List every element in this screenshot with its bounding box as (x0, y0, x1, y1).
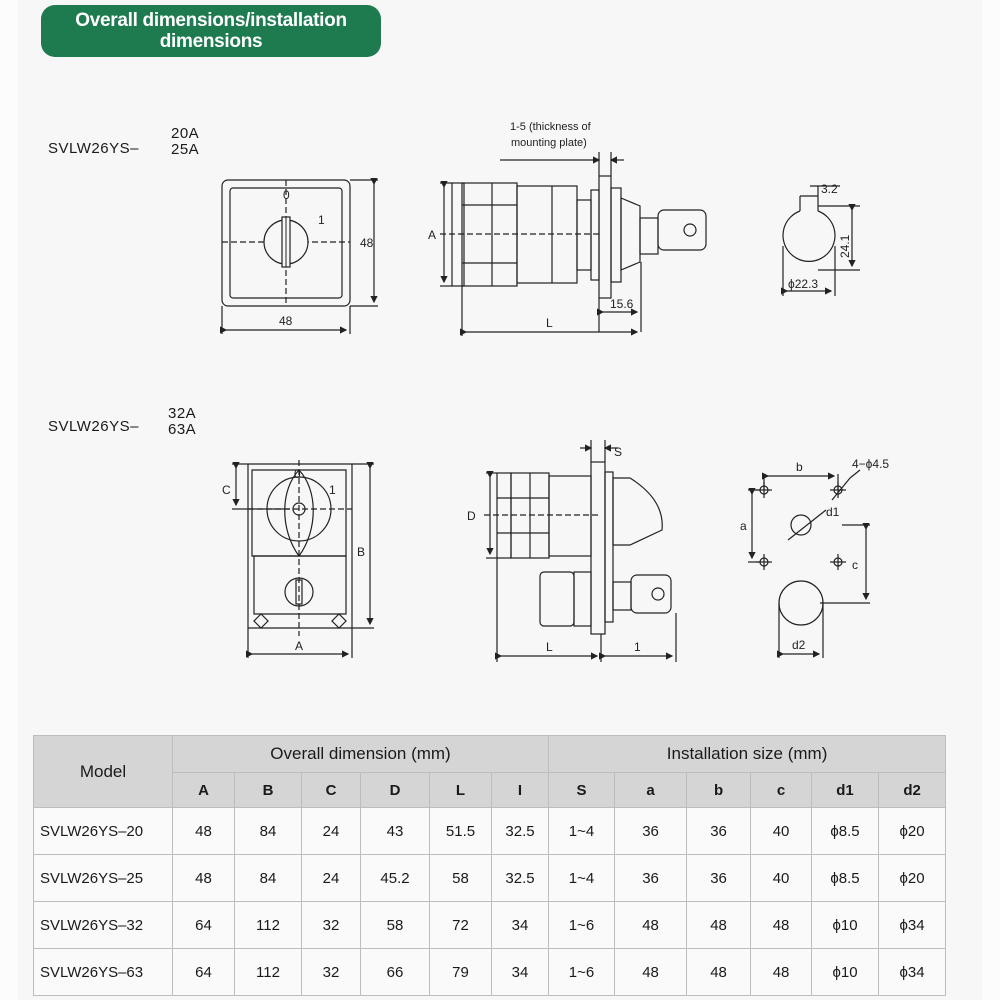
amp-bottom: 25A (171, 141, 200, 158)
large-cutout-d1: d1 (826, 505, 840, 519)
table-row (34, 855, 946, 902)
value-cell: 58 (361, 902, 430, 949)
model-cell: SVLW26YS–32 (34, 902, 173, 949)
large-cutout-a: a (740, 519, 747, 533)
value-cell: 1~4 (549, 855, 615, 902)
large-front-a: A (295, 639, 304, 653)
value-cell: ϕ34 (879, 902, 946, 949)
banner-line-2: dimensions (159, 31, 263, 52)
cutout-notch: 3.2 (821, 182, 838, 196)
model-cell: SVLW26YS–63 (34, 949, 173, 996)
value-cell: 58 (430, 855, 492, 902)
model-cell: SVLW26YS–20 (34, 808, 173, 855)
large-front-pos1: 1 (329, 483, 336, 497)
large-side-d: D (467, 509, 476, 523)
value-cell: 79 (430, 949, 492, 996)
value-cell: ϕ20 (879, 855, 946, 902)
value-cell: 64 (173, 902, 235, 949)
value-cell: 32 (302, 949, 361, 996)
value-cell: 48 (687, 902, 751, 949)
small-side-l: L (546, 316, 553, 330)
small-front-width: 48 (279, 314, 293, 328)
cutout-height: 24.1 (838, 234, 852, 258)
value-cell: 1~6 (549, 902, 615, 949)
large-cutout-d2: d2 (792, 638, 806, 652)
value-cell: 36 (615, 808, 687, 855)
value-cell: 32.5 (492, 855, 549, 902)
banner-line-1: Overall dimensions/installation (75, 10, 347, 31)
value-cell: ϕ10 (812, 949, 879, 996)
column-header: b (687, 773, 751, 808)
value-cell: 48 (751, 902, 812, 949)
column-header: L (430, 773, 492, 808)
value-cell: 112 (235, 902, 302, 949)
large-front-c: C (222, 483, 231, 497)
large-front-pos0: 0 (294, 467, 301, 481)
column-header: C (302, 773, 361, 808)
value-cell: ϕ8.5 (812, 808, 879, 855)
large-side-view (484, 440, 676, 662)
small-side-view (440, 152, 706, 336)
large-front-b: B (357, 545, 366, 559)
value-cell: 40 (751, 855, 812, 902)
small-front-pos0: 0 (283, 188, 290, 202)
value-cell: 24 (302, 855, 361, 902)
model-prefix: SVLW26YS– (48, 140, 139, 157)
column-header: S (549, 773, 615, 808)
value-cell: 36 (687, 808, 751, 855)
value-cell: 48 (173, 808, 235, 855)
column-header: d2 (879, 773, 946, 808)
large-cutout-c: c (852, 558, 858, 572)
large-side-s: S (614, 445, 623, 459)
column-header: D (361, 773, 430, 808)
value-cell: 48 (615, 949, 687, 996)
column-header: a (615, 773, 687, 808)
value-cell: 51.5 (430, 808, 492, 855)
value-cell: 34 (492, 949, 549, 996)
value-cell: ϕ34 (879, 949, 946, 996)
value-cell: 40 (751, 808, 812, 855)
value-cell: 84 (235, 808, 302, 855)
small-side-a: A (428, 228, 437, 242)
large-cutout-b: b (796, 460, 803, 474)
column-header: A (173, 773, 235, 808)
value-cell: 24 (302, 808, 361, 855)
large-cutout-holes: 4−ϕ4.5 (852, 457, 890, 471)
value-cell: 48 (173, 855, 235, 902)
small-front-height: 48 (360, 236, 374, 250)
group-install-header: Installation size (mm) (549, 736, 946, 773)
value-cell: 64 (173, 949, 235, 996)
value-cell: 32.5 (492, 808, 549, 855)
large-side-i: 1 (634, 640, 641, 654)
value-cell: 43 (361, 808, 430, 855)
column-header: B (235, 773, 302, 808)
model-header: Model (34, 736, 173, 808)
column-header: d1 (812, 773, 879, 808)
small-side-key: 15.6 (610, 297, 634, 311)
column-header: c (751, 773, 812, 808)
table-row (34, 949, 946, 996)
value-cell: 32 (302, 902, 361, 949)
plate-note-1: 1-5 (thickness of (510, 121, 591, 133)
plate-note-2: mounting plate) (511, 137, 587, 149)
table-body (34, 808, 946, 996)
table-row (34, 902, 946, 949)
value-cell: 34 (492, 902, 549, 949)
value-cell: 45.2 (361, 855, 430, 902)
value-cell: 1~6 (549, 949, 615, 996)
value-cell: 48 (615, 902, 687, 949)
amp-top: 20A (171, 125, 200, 142)
column-header: I (492, 773, 549, 808)
value-cell: ϕ10 (812, 902, 879, 949)
large-side-l: L (546, 640, 553, 654)
value-cell: 84 (235, 855, 302, 902)
amp-bottom: 63A (168, 421, 197, 438)
value-cell: 36 (615, 855, 687, 902)
model-prefix: SVLW26YS– (48, 418, 139, 435)
value-cell: 48 (751, 949, 812, 996)
dimension-table (33, 735, 946, 996)
value-cell: 36 (687, 855, 751, 902)
table-row (34, 808, 946, 855)
value-cell: ϕ20 (879, 808, 946, 855)
value-cell: ϕ8.5 (812, 855, 879, 902)
small-front-pos1: 1 (318, 213, 325, 227)
value-cell: 112 (235, 949, 302, 996)
group-overall-header: Overall dimension (mm) (173, 736, 549, 773)
value-cell: 72 (430, 902, 492, 949)
value-cell: 1~4 (549, 808, 615, 855)
model-cell: SVLW26YS–25 (34, 855, 173, 902)
small-front-view (222, 180, 378, 334)
large-front-view (232, 460, 374, 658)
cutout-diameter: ϕ22.3 (788, 277, 819, 291)
value-cell: 48 (687, 949, 751, 996)
value-cell: 66 (361, 949, 430, 996)
amp-top: 32A (168, 405, 197, 422)
